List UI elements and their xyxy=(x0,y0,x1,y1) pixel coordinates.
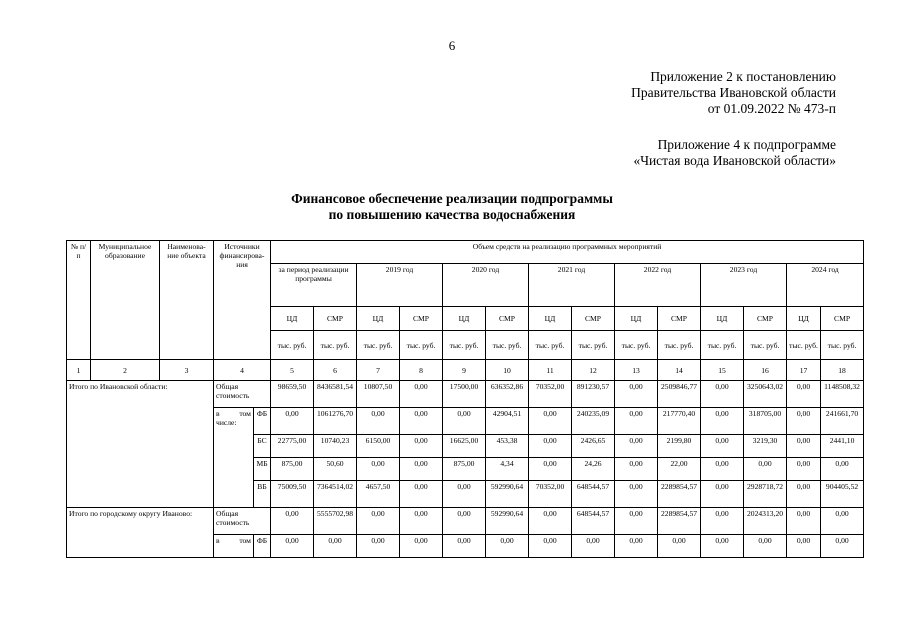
value-cell: 0,00 xyxy=(744,458,787,481)
including-word: том xyxy=(239,409,251,418)
header-cd: ЦД xyxy=(529,307,572,331)
value-cell: 1148508,32 xyxy=(821,381,864,408)
header-cd: ЦД xyxy=(357,307,400,331)
value-cell: 0,00 xyxy=(357,535,400,558)
value-cell: 0,00 xyxy=(400,408,443,435)
value-cell: 0,00 xyxy=(443,508,486,535)
value-cell: 7364514,02 xyxy=(314,481,357,508)
value-cell: 240235,09 xyxy=(572,408,615,435)
value-cell: 0,00 xyxy=(357,458,400,481)
value-cell: 0,00 xyxy=(787,458,821,481)
value-cell: 0,00 xyxy=(701,435,744,458)
value-cell: 0,00 xyxy=(701,408,744,435)
header-unit: тыс. руб. xyxy=(443,331,486,360)
header-year-2022: 2022 год xyxy=(615,264,701,307)
value-cell: 875,00 xyxy=(271,458,314,481)
source-code: ФБ xyxy=(254,535,271,558)
column-number: 11 xyxy=(529,360,572,381)
value-cell: 0,00 xyxy=(271,408,314,435)
value-cell: 75009,50 xyxy=(271,481,314,508)
column-number: 8 xyxy=(400,360,443,381)
appendix-line: от 01.09.2022 № 473-п xyxy=(707,101,836,116)
appendix-reference-subprogram xyxy=(633,137,836,169)
column-number: 14 xyxy=(658,360,701,381)
value-cell: 0,00 xyxy=(529,508,572,535)
header-sources: Источники финансирова-ния xyxy=(214,241,271,360)
source-code: ФБ xyxy=(254,408,271,435)
value-cell: 4,34 xyxy=(486,458,529,481)
total-cost-label: Общая стоимость xyxy=(214,508,271,535)
header-year-2024: 2024 год xyxy=(787,264,864,307)
header-volume: Объем средств на реализацию программных мероприятий xyxy=(271,241,864,264)
column-number: 4 xyxy=(214,360,271,381)
value-cell: 318705,00 xyxy=(744,408,787,435)
value-cell: 2928718,72 xyxy=(744,481,787,508)
total-cost-label: Общая стоимость xyxy=(214,381,271,408)
value-cell: 0,00 xyxy=(400,481,443,508)
value-cell: 0,00 xyxy=(787,381,821,408)
column-number: 5 xyxy=(271,360,314,381)
title-line: Финансовое обеспечение реализации подпрограммы xyxy=(291,191,613,206)
header-municipality: Муниципальное образование xyxy=(91,241,160,360)
value-cell: 24,26 xyxy=(572,458,615,481)
value-cell: 648544,57 xyxy=(572,481,615,508)
value-cell: 0,00 xyxy=(701,508,744,535)
column-number: 16 xyxy=(744,360,787,381)
column-number: 6 xyxy=(314,360,357,381)
financing-table xyxy=(66,240,864,558)
value-cell: 2441,10 xyxy=(821,435,864,458)
header-object: Наименова-ние объекта xyxy=(160,241,214,360)
appendix-line: Приложение 4 к подпрограмме xyxy=(657,137,836,152)
header-unit-wrapped: тыс. руб. xyxy=(701,331,744,360)
value-cell: 0,00 xyxy=(357,508,400,535)
value-cell: 16625,00 xyxy=(443,435,486,458)
value-cell: 241661,70 xyxy=(821,408,864,435)
value-cell: 0,00 xyxy=(615,435,658,458)
header-unit: тыс. руб. xyxy=(572,331,615,360)
value-cell: 217770,40 xyxy=(658,408,701,435)
value-cell: 10740,23 xyxy=(314,435,357,458)
source-code: БС xyxy=(254,435,271,458)
value-cell: 0,00 xyxy=(744,535,787,558)
header-cd: ЦД xyxy=(701,307,744,331)
value-cell: 3219,30 xyxy=(744,435,787,458)
table-row xyxy=(67,381,864,408)
value-cell: 0,00 xyxy=(615,481,658,508)
value-cell: 2289854,57 xyxy=(658,481,701,508)
header-unit: тыс. руб. xyxy=(314,331,357,360)
value-cell: 5555702,98 xyxy=(314,508,357,535)
header-period-total: за период реализации программы xyxy=(271,264,357,307)
value-cell: 42904,51 xyxy=(486,408,529,435)
header-smr: СМР xyxy=(486,307,529,331)
value-cell: 2289854,57 xyxy=(658,508,701,535)
value-cell: 0,00 xyxy=(314,535,357,558)
group-label: Итого по городскому округу Иваново: xyxy=(67,508,214,558)
value-cell: 0,00 xyxy=(787,408,821,435)
header-unit: тыс. руб. xyxy=(744,331,787,360)
value-cell: 0,00 xyxy=(400,508,443,535)
including-word: в xyxy=(216,536,220,545)
value-cell: 22775,00 xyxy=(271,435,314,458)
value-cell: 0,00 xyxy=(615,408,658,435)
column-number: 3 xyxy=(160,360,214,381)
group-label: Итого по Ивановской области: xyxy=(67,381,214,508)
value-cell: 875,00 xyxy=(443,458,486,481)
value-cell: 0,00 xyxy=(529,435,572,458)
appendix-line: «Чистая вода Ивановской области» xyxy=(633,153,836,168)
column-number: 7 xyxy=(357,360,400,381)
header-unit: тыс. руб. xyxy=(658,331,701,360)
value-cell: 0,00 xyxy=(443,408,486,435)
value-cell: 0,00 xyxy=(529,535,572,558)
value-cell: 891230,57 xyxy=(572,381,615,408)
header-cd: ЦД xyxy=(443,307,486,331)
value-cell: 6150,00 xyxy=(357,435,400,458)
value-cell: 0,00 xyxy=(400,535,443,558)
column-number: 12 xyxy=(572,360,615,381)
header-smr: СМР xyxy=(400,307,443,331)
value-cell: 10807,50 xyxy=(357,381,400,408)
value-cell: 0,00 xyxy=(529,408,572,435)
value-cell: 22,00 xyxy=(658,458,701,481)
value-cell: 0,00 xyxy=(615,458,658,481)
column-number: 2 xyxy=(91,360,160,381)
value-cell: 0,00 xyxy=(615,535,658,558)
value-cell: 0,00 xyxy=(271,535,314,558)
header-unit: тыс. руб. xyxy=(400,331,443,360)
value-cell: 0,00 xyxy=(701,481,744,508)
header-unit: тыс. руб. xyxy=(615,331,658,360)
value-cell: 0,00 xyxy=(572,535,615,558)
value-cell: 98659,50 xyxy=(271,381,314,408)
header-smr: СМР xyxy=(658,307,701,331)
column-number-row xyxy=(67,360,864,381)
value-cell: 50,60 xyxy=(314,458,357,481)
value-cell: 0,00 xyxy=(787,435,821,458)
value-cell: 2024313,20 xyxy=(744,508,787,535)
column-number: 9 xyxy=(443,360,486,381)
value-cell: 0,00 xyxy=(615,381,658,408)
including-word: числе: xyxy=(216,418,237,427)
header-cd: ЦД xyxy=(271,307,314,331)
value-cell: 3250643,02 xyxy=(744,381,787,408)
value-cell: 0,00 xyxy=(787,535,821,558)
header-smr: СМР xyxy=(314,307,357,331)
header-unit-wrapped: тыс. руб. xyxy=(787,331,821,360)
value-cell: 2426,65 xyxy=(572,435,615,458)
value-cell: 0,00 xyxy=(486,535,529,558)
value-cell: 0,00 xyxy=(400,435,443,458)
value-cell: 0,00 xyxy=(400,381,443,408)
value-cell: 0,00 xyxy=(701,381,744,408)
value-cell: 636352,86 xyxy=(486,381,529,408)
value-cell: 904405,52 xyxy=(821,481,864,508)
header-year-2023: 2023 год xyxy=(701,264,787,307)
value-cell: 0,00 xyxy=(658,535,701,558)
header-unit: тыс. руб. xyxy=(821,331,864,360)
table-row xyxy=(67,508,864,535)
value-cell: 0,00 xyxy=(701,535,744,558)
header-year-2021: 2021 год xyxy=(529,264,615,307)
value-cell: 2509846,77 xyxy=(658,381,701,408)
column-number: 18 xyxy=(821,360,864,381)
source-code: МБ xyxy=(254,458,271,481)
appendix-reference-resolution xyxy=(631,69,836,117)
value-cell: 0,00 xyxy=(443,535,486,558)
header-cd: ЦД xyxy=(787,307,821,331)
value-cell: 0,00 xyxy=(615,508,658,535)
appendix-line: Приложение 2 к постановлению xyxy=(650,69,836,84)
column-number: 13 xyxy=(615,360,658,381)
value-cell: 0,00 xyxy=(821,535,864,558)
value-cell: 0,00 xyxy=(271,508,314,535)
header-unit: тыс. руб. xyxy=(486,331,529,360)
value-cell: 453,38 xyxy=(486,435,529,458)
value-cell: 70352,00 xyxy=(529,381,572,408)
value-cell: 0,00 xyxy=(529,458,572,481)
header-num: № п/п xyxy=(67,241,91,360)
header-smr: СМР xyxy=(821,307,864,331)
page-number: 6 xyxy=(448,38,456,53)
header-year-2020: 2020 год xyxy=(443,264,529,307)
value-cell: 592990,64 xyxy=(486,481,529,508)
including-label xyxy=(214,408,254,508)
value-cell: 0,00 xyxy=(787,481,821,508)
value-cell: 17500,00 xyxy=(443,381,486,408)
including-word: в xyxy=(216,409,220,418)
value-cell: 2199,80 xyxy=(658,435,701,458)
value-cell: 0,00 xyxy=(443,481,486,508)
including-word: том xyxy=(239,536,251,545)
column-number: 1 xyxy=(67,360,91,381)
title-line: по повышению качества водоснабжения xyxy=(328,207,576,222)
header-year-2019: 2019 год xyxy=(357,264,443,307)
column-number: 10 xyxy=(486,360,529,381)
header-cd: ЦД xyxy=(615,307,658,331)
header-smr: СМР xyxy=(744,307,787,331)
value-cell: 4657,50 xyxy=(357,481,400,508)
value-cell: 8436581,54 xyxy=(314,381,357,408)
document-title xyxy=(0,191,904,223)
header-unit: тыс. руб. xyxy=(529,331,572,360)
value-cell: 0,00 xyxy=(821,458,864,481)
value-cell: 648544,57 xyxy=(572,508,615,535)
column-number: 15 xyxy=(701,360,744,381)
appendix-line: Правительства Ивановской области xyxy=(631,85,836,100)
column-number: 17 xyxy=(787,360,821,381)
value-cell: 1061276,70 xyxy=(314,408,357,435)
source-code: ВБ xyxy=(254,481,271,508)
header-smr: СМР xyxy=(572,307,615,331)
including-label xyxy=(214,535,254,558)
value-cell: 0,00 xyxy=(357,408,400,435)
value-cell: 0,00 xyxy=(400,458,443,481)
value-cell: 70352,00 xyxy=(529,481,572,508)
value-cell: 0,00 xyxy=(787,508,821,535)
value-cell: 592990,64 xyxy=(486,508,529,535)
value-cell: 0,00 xyxy=(701,458,744,481)
header-unit: тыс. руб. xyxy=(271,331,314,360)
header-unit: тыс. руб. xyxy=(357,331,400,360)
value-cell: 0,00 xyxy=(821,508,864,535)
